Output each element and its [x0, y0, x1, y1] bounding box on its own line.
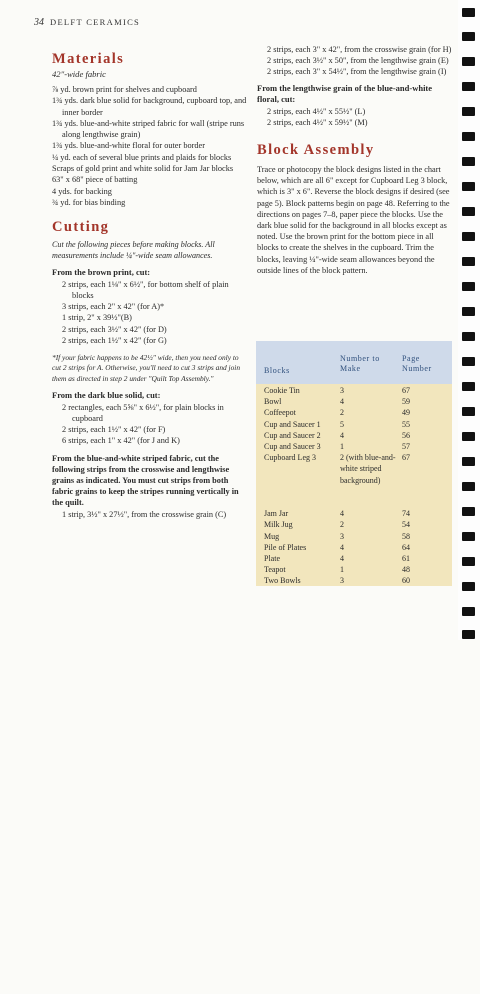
list-item: 1 strip, 3½" x 27½", from the crosswise grain (C) [62, 509, 227, 519]
table-row [256, 385, 452, 396]
cell-number: 3 [340, 386, 344, 395]
list-item: 4 yds. for backing [52, 186, 112, 196]
block-assembly-heading: Block Assembly [257, 142, 375, 159]
table-row [256, 553, 452, 564]
list-item: 6 strips, each 1" x 42" (for J and K) [62, 436, 180, 446]
list-item: 2 strips, each 3" x 42", from the crosswise grain (for H) [267, 45, 452, 54]
list-item: Scraps of gold print and white solid for Jam Jar blocks [52, 164, 234, 174]
cell-number: 4 [340, 509, 344, 519]
list-item: 3 strips, each 2" x 42" (for A)* [62, 302, 165, 312]
dark-blue-subhead: From the dark blue solid, cut: [52, 390, 161, 401]
table-header [256, 341, 452, 384]
cell-block: Cupboard Leg 3 [264, 453, 316, 463]
cell-number: 4 [340, 397, 344, 407]
cell-block: Two Bowls [264, 576, 301, 586]
list-item: 2 strips, each 3" x 54½", from the lengthwise grain (I) [267, 67, 447, 77]
cell-page: 54 [402, 520, 410, 530]
cell-number: 2 (with blue-and-white striped background) [340, 453, 396, 485]
cell-page: 59 [402, 397, 410, 407]
floral-subhead: From the lengthwise grain of the blue-and-white floral, cut: [257, 82, 433, 105]
table-row [256, 396, 452, 407]
list-item: ⅞ yd. brown print for shelves and cupboard [52, 85, 197, 94]
list-item: 1¾ yds. blue-and-white striped fabric for wall (stripe runs along lengthwise grain) [52, 118, 245, 140]
cell-page: 58 [402, 531, 410, 541]
running-header [34, 17, 140, 28]
cutting-heading: Cutting [52, 219, 110, 236]
cell-number: 4 [340, 542, 344, 552]
cell-block: Bowl [264, 397, 282, 407]
cell-block: Plate [264, 554, 280, 564]
cell-page: 67 [402, 453, 410, 463]
spiral-binding [458, 0, 480, 640]
table-row [256, 430, 452, 441]
cell-page: 60 [402, 576, 410, 586]
blocks-table [256, 341, 452, 586]
list-item: ¼ yd. each of several blue prints and plaids for blocks [52, 152, 232, 162]
list-item: 1¾ yds. dark blue solid for background, cupboard top, and inner border [52, 96, 247, 117]
cell-block: Pile of Plates [264, 542, 307, 552]
cell-block: Milk Jug [264, 520, 293, 530]
list-item: 2 rectangles, each 5⅝" x 6½", for plain blocks in cupboard [62, 402, 224, 423]
cell-block: Cookie Tin [264, 386, 300, 395]
table-row [256, 508, 452, 519]
table-body [256, 384, 452, 587]
cell-number: 2 [340, 520, 344, 530]
list-item: 2 strips, each 3½" x 42" (for D) [62, 324, 167, 334]
cell-block: Cup and Saucer 3 [264, 442, 321, 452]
striped-paragraph: From the blue-and-white striped fabric, cut the following strips from the crosswise and lengthwise grains as indicated. You must cut strips from both fabric grains to keep the stripes running vertically in the quilt. [52, 453, 239, 508]
cell-block: Jam Jar [264, 509, 289, 519]
table-row [256, 441, 452, 452]
left-column [52, 50, 247, 520]
list-item: 1 strip, 2" x 39½"(B) [62, 313, 132, 323]
cell-block: Coffeepot [264, 408, 296, 418]
column-header-page: Page Number [402, 354, 432, 373]
cell-block: Mug [264, 531, 280, 541]
cell-number: 1 [340, 442, 344, 452]
page-number: 34 [34, 17, 44, 28]
cell-block: Cup and Saucer 1 [264, 419, 321, 429]
cell-number: 1 [340, 565, 344, 575]
cell-number: 4 [340, 430, 344, 440]
cell-number: 2 [340, 408, 344, 418]
table-row [256, 519, 452, 530]
cell-page: 64 [402, 542, 410, 552]
footnote: *If your fabric happens to be 42½" wide, then you need only to cut 2 strips for A. Otherwise, you'll need to cut 3 strips and join them as directed in step 2 under "Quilt Top Assembly." [52, 352, 241, 383]
cutting-intro: Cut the following pieces before making blocks. All measurements include ¼"-wide seam allowances. [52, 240, 215, 261]
materials-heading: Materials [52, 51, 125, 67]
cell-number: 4 [340, 554, 344, 564]
list-item: 2 strips, each 1½" x 42" (for F) [62, 425, 166, 435]
table-row [256, 531, 452, 542]
list-item: 2 strips, each 1⅛" x 6½", for bottom shelf of plain blocks [62, 279, 229, 300]
cell-number: 3 [340, 576, 344, 586]
cell-number: 5 [340, 419, 344, 429]
table-row [256, 575, 452, 586]
cell-page: 67 [402, 386, 410, 395]
book-title: DELFT CERAMICS [50, 17, 141, 27]
cell-number: 3 [340, 531, 344, 541]
table-row [256, 452, 452, 508]
brown-print-subhead: From the brown print, cut: [52, 267, 151, 278]
column-header-blocks: Blocks [264, 366, 290, 375]
cell-page: 48 [402, 565, 410, 575]
cell-page: 55 [402, 419, 410, 429]
table-row [256, 407, 452, 418]
block-assembly-paragraph: Trace or photocopy the block designs listed in the chart below, which are all 6" except for Cupboard Leg 3 block, which is 3" x 6". Reverse the block designs if desired (see page 5). Block patterns begin on page 48. Referring to the directions on pages 7–8, paper piece the blocks. Use the dark blue solid for the background in all blocks except as noted. Use the brown print for the bottom piece in all blocks to create the shelves in the cupboard. Trim the blocks, leaving ¼"-wide seam allowances beyond the outside lines of the block pattern. [257, 165, 450, 275]
list-item: 2 strips, each 1½" x 42" (for G) [62, 335, 167, 345]
list-item: 2 strips, each 4½" x 59½" (M) [267, 117, 368, 127]
cell-page: 57 [402, 442, 410, 452]
list-item: 1¾ yds. blue-and-white floral for outer border [52, 141, 205, 151]
cell-page: 49 [402, 408, 410, 418]
table-row [256, 542, 452, 553]
cell-block: Cup and Saucer 2 [264, 430, 321, 440]
table-row [256, 564, 452, 575]
list-item: 2 strips, each 4½" x 55½" (L) [267, 106, 366, 116]
list-item: ¾ yd. for bias binding [52, 197, 126, 207]
list-item: 2 strips, each 3½" x 50", from the lengthwise grain (E) [267, 56, 449, 66]
right-column [257, 44, 452, 276]
cell-page: 56 [402, 430, 410, 440]
cell-block: Teapot [264, 565, 286, 575]
table-row [256, 419, 452, 430]
materials-list [52, 84, 247, 208]
materials-subtitle: 42"-wide fabric [52, 69, 106, 79]
list-item: 63" x 68" piece of batting [52, 175, 138, 185]
cell-page: 61 [402, 554, 410, 564]
cell-page: 74 [402, 509, 410, 519]
column-header-number: Number to Make [340, 354, 380, 373]
